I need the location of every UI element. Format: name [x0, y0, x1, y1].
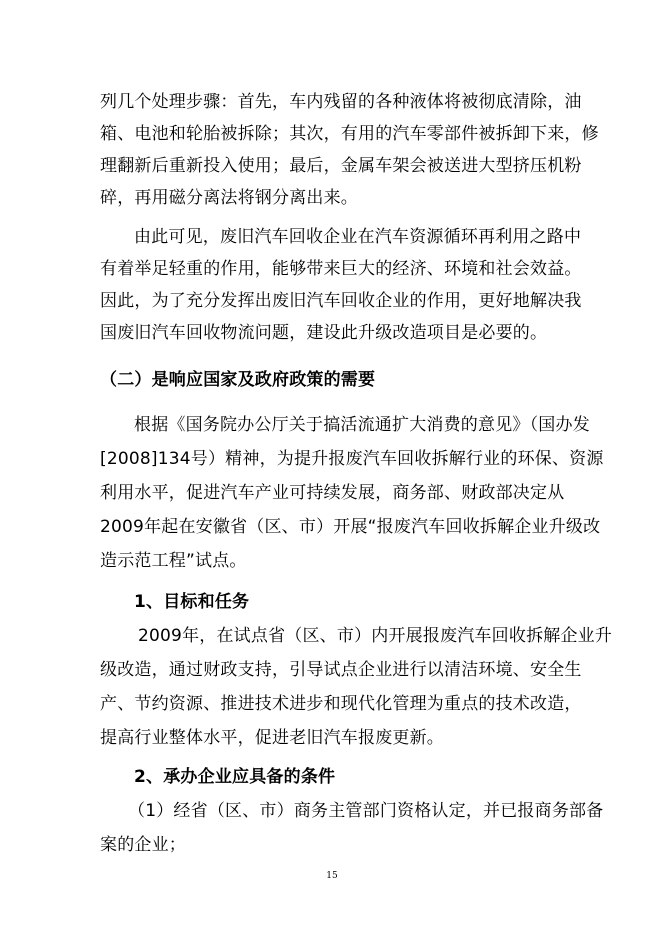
body-line: 2009年，在试点省（区、市）内开展报废汽车回收拆解企业升	[138, 626, 613, 646]
body-line: 箱、电池和轮胎被拆除；其次，有用的汽车零部件被拆卸下来，修	[100, 124, 599, 144]
body-line: 由此可见，废旧汽车回收企业在汽车资源循环再利用之路中	[134, 227, 582, 247]
body-line: 级改造，通过财政支持，引导试点企业进行以清洁环境、安全生	[100, 660, 582, 680]
body-line: （1）经省（区、市）商务主管部门资格认定，并已报商务部备	[128, 801, 604, 821]
body-line: 2009年起在安徽省（区、市）开展“报废汽车回收拆解企业升级改	[100, 517, 601, 537]
body-line: 产、节约资源、推进技术进步和现代化管理为重点的技术改造，	[100, 694, 582, 714]
body-line: 国废旧汽车回收物流问题，建设此升级改造项目是必要的。	[100, 323, 548, 343]
body-line: 碎，再用磁分离法将钢分离出来。	[100, 188, 358, 208]
section-heading: （二）是响应国家及政府政策的需要	[100, 370, 376, 390]
body-line: 有着举足轻重的作用，能够带来巨大的经济、环境和社会效益。	[100, 259, 582, 279]
body-line: 根据《国务院办公厅关于搞活流通扩大消费的意见》（国办发	[134, 415, 590, 435]
body-line: 因此，为了充分发挥出废旧汽车回收企业的作用，更好地解决我	[100, 291, 582, 311]
body-line: 利用水平，促进汽车产业可持续发展，商务部、财政部决定从	[100, 483, 565, 503]
body-line: [2008]134号）精神，为提升报废汽车回收拆解行业的环保、资源	[100, 449, 604, 469]
subsection-heading: 2、承办企业应具备的条件	[134, 767, 336, 787]
body-line: 造示范工程”试点。	[100, 551, 247, 571]
body-line: 列几个处理步骤：首先，车内残留的各种液体将被彻底清除，油	[100, 92, 582, 112]
page-number: 15	[326, 871, 338, 881]
body-line: 理翻新后重新投入使用；最后，金属车架会被送进大型挤压机粉	[100, 156, 582, 176]
body-line: 提高行业整体水平，促进老旧汽车报废更新。	[100, 728, 444, 748]
subsection-heading: 1、目标和任务	[134, 592, 250, 612]
body-line: 案的企业；	[100, 835, 186, 855]
